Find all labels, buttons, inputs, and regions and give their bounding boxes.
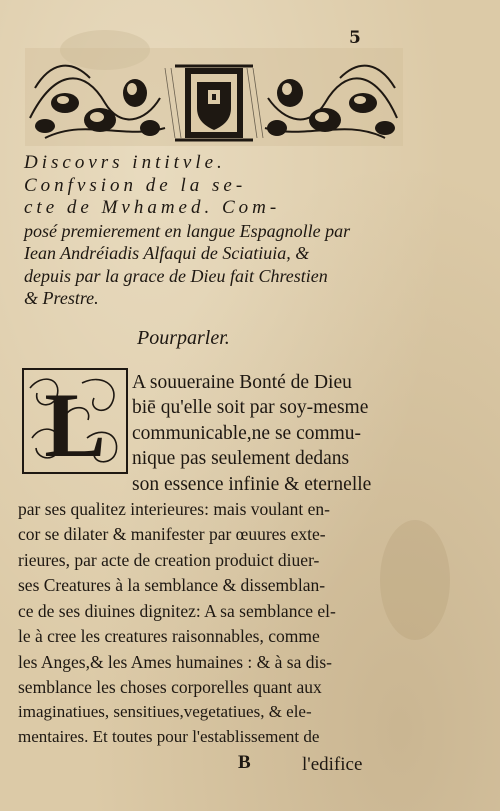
- text-line: son essence infinie & eternelle: [132, 474, 372, 495]
- title-line: & Prestre.: [24, 288, 99, 308]
- title-line: Discovrs intitvle.: [24, 152, 226, 173]
- title-line: posé premierement en langue Espagnolle par: [24, 220, 351, 241]
- title-line: cte de Mvhamed. Com-: [24, 197, 281, 218]
- text-line: cor se dilater & manifester par œuures exte-: [18, 524, 326, 544]
- text-line: mentaires. Et toutes pour l'establissement de: [18, 727, 320, 746]
- text-line: par ses qualitez interieures: mais voulant en-: [18, 499, 330, 519]
- drop-cap-letter: L: [44, 374, 106, 474]
- text-line: imaginatiues, sensitiues,vegetatiues, & ele-: [18, 702, 312, 721]
- text-line: nique pas seulement dedans: [132, 448, 350, 469]
- text-line: biē qu'elle soit par soy-mesme: [132, 397, 369, 418]
- title-line: depuis par la grace de Dieu fait Chrestien: [24, 265, 328, 286]
- preface-heading: Pourparler.: [137, 327, 230, 349]
- signature-mark: B: [238, 752, 251, 773]
- text-line: semblance les choses corporelles quant aux: [18, 677, 322, 697]
- text-line: ce de ses diuines dignitez: A sa semblance el-: [18, 601, 336, 621]
- text-line: rieures, par acte de creation produict diuer-: [18, 550, 320, 570]
- text-line: communicable,ne se commu-: [132, 423, 362, 444]
- title-line: Iean Andréiadis Alfaqui de Sciatiuia, &: [24, 243, 310, 263]
- page-number: 5: [349, 28, 361, 48]
- text-line: ses Creatures à la semblance & dissemblan-: [18, 575, 326, 595]
- text-line: les Anges,& les Ames humaines : & à sa dis-: [18, 652, 332, 672]
- title-line: Confvsion de la se-: [24, 174, 247, 196]
- text-line: le à cree les creatures raisonnables, comme: [18, 626, 320, 646]
- catchword: l'edifice: [302, 754, 363, 775]
- text-line: A souueraine Bonté de Dieu: [132, 372, 352, 393]
